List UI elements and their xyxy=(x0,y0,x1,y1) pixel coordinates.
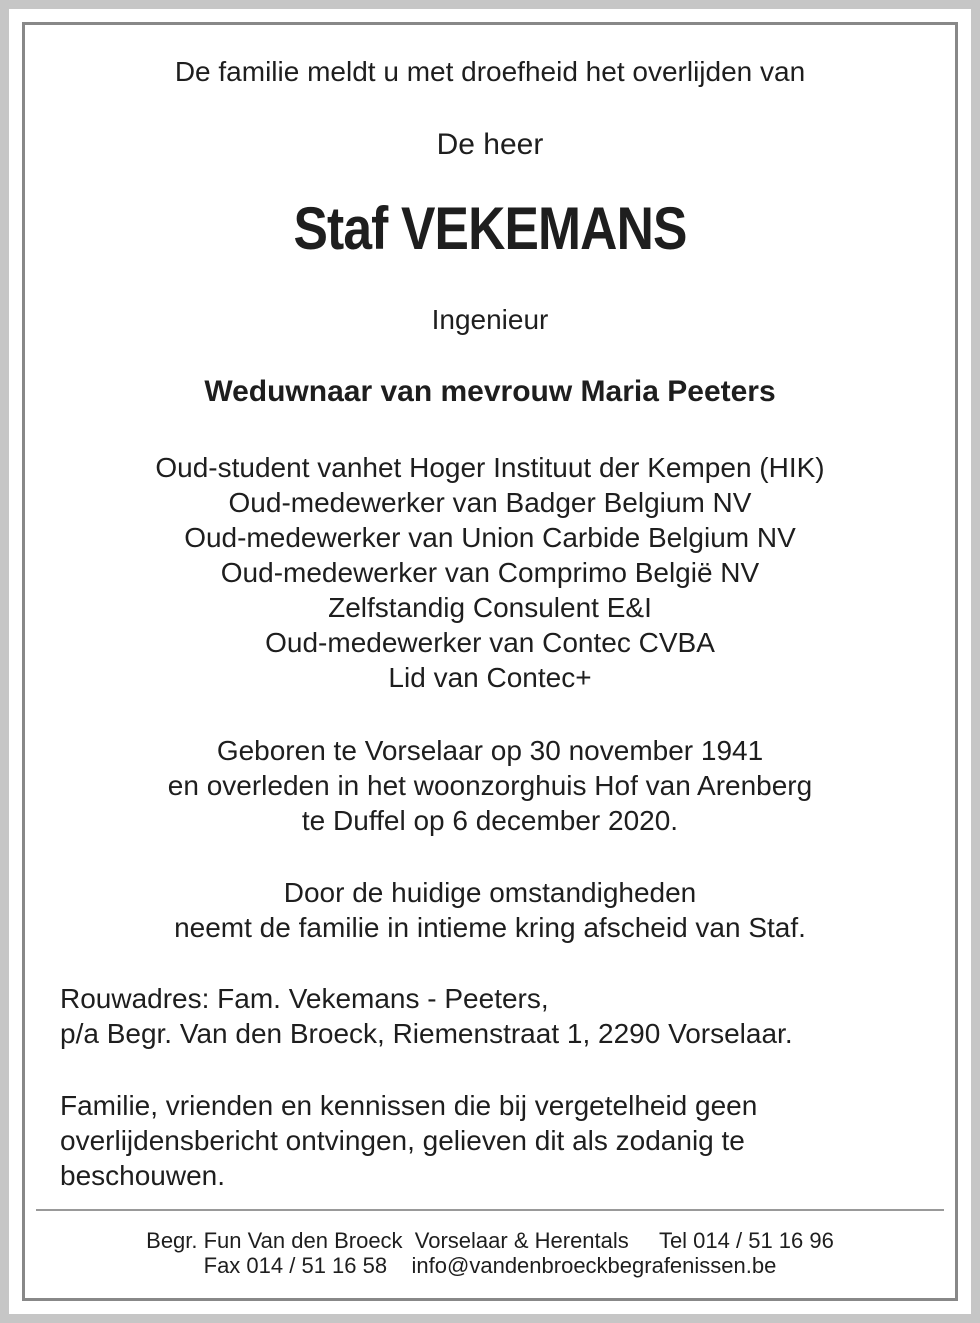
address-line: p/a Begr. Van den Broeck, Riemenstraat 1, 2290 Vorselaar. xyxy=(60,1018,793,1049)
widower-line: Weduwnaar van mevrouw Maria Peeters xyxy=(204,375,776,408)
notice-line: overlijdensbericht ontvingen, gelieven dit als zodanig te xyxy=(60,1125,745,1156)
intro-text: De familie meldt u met droefheid het overlijden van xyxy=(174,56,806,87)
notice-line: Familie, vrienden en kennissen die bij vergetelheid geen xyxy=(60,1090,758,1121)
career-line: Oud-medewerker van Contec CVBA xyxy=(265,627,715,658)
footer-divider xyxy=(36,1209,944,1211)
salutation: De heer xyxy=(436,128,544,161)
profession: Ingenieur xyxy=(431,304,549,335)
deceased-name: Staf VEKEMANS xyxy=(293,195,687,262)
birth-death-line: te Duffel op 6 december 2020. xyxy=(301,805,679,836)
career-line: Oud-student vanhet Hoger Instituut der Kempen (HIK) xyxy=(155,452,825,483)
funeral-home-fax-email: Fax 014 / 51 16 58 info@vandenbroeckbegrafenissen.be xyxy=(203,1253,777,1278)
address-line: Rouwadres: Fam. Vekemans - Peeters, xyxy=(60,983,549,1014)
career-line: Oud-medewerker van Comprimo België NV xyxy=(220,557,760,588)
farewell-line: neemt de familie in intieme kring afscheid van Staf. xyxy=(174,912,806,943)
birth-death-line: Geboren te Vorselaar op 30 november 1941 xyxy=(216,735,764,766)
farewell-line: Door de huidige omstandigheden xyxy=(283,877,697,908)
birth-death-line: en overleden in het woonzorghuis Hof van Arenberg xyxy=(167,770,813,801)
career-line: Oud-medewerker van Badger Belgium NV xyxy=(228,487,752,518)
career-line: Zelfstandig Consulent E&I xyxy=(328,592,652,623)
career-line: Lid van Contec+ xyxy=(388,662,592,693)
notice-line: beschouwen. xyxy=(60,1160,226,1191)
funeral-home-contact: Begr. Fun Van den Broeck Vorselaar & Herentals Tel 014 / 51 16 96 xyxy=(146,1228,834,1253)
career-line: Oud-medewerker van Union Carbide Belgium NV xyxy=(184,522,796,553)
